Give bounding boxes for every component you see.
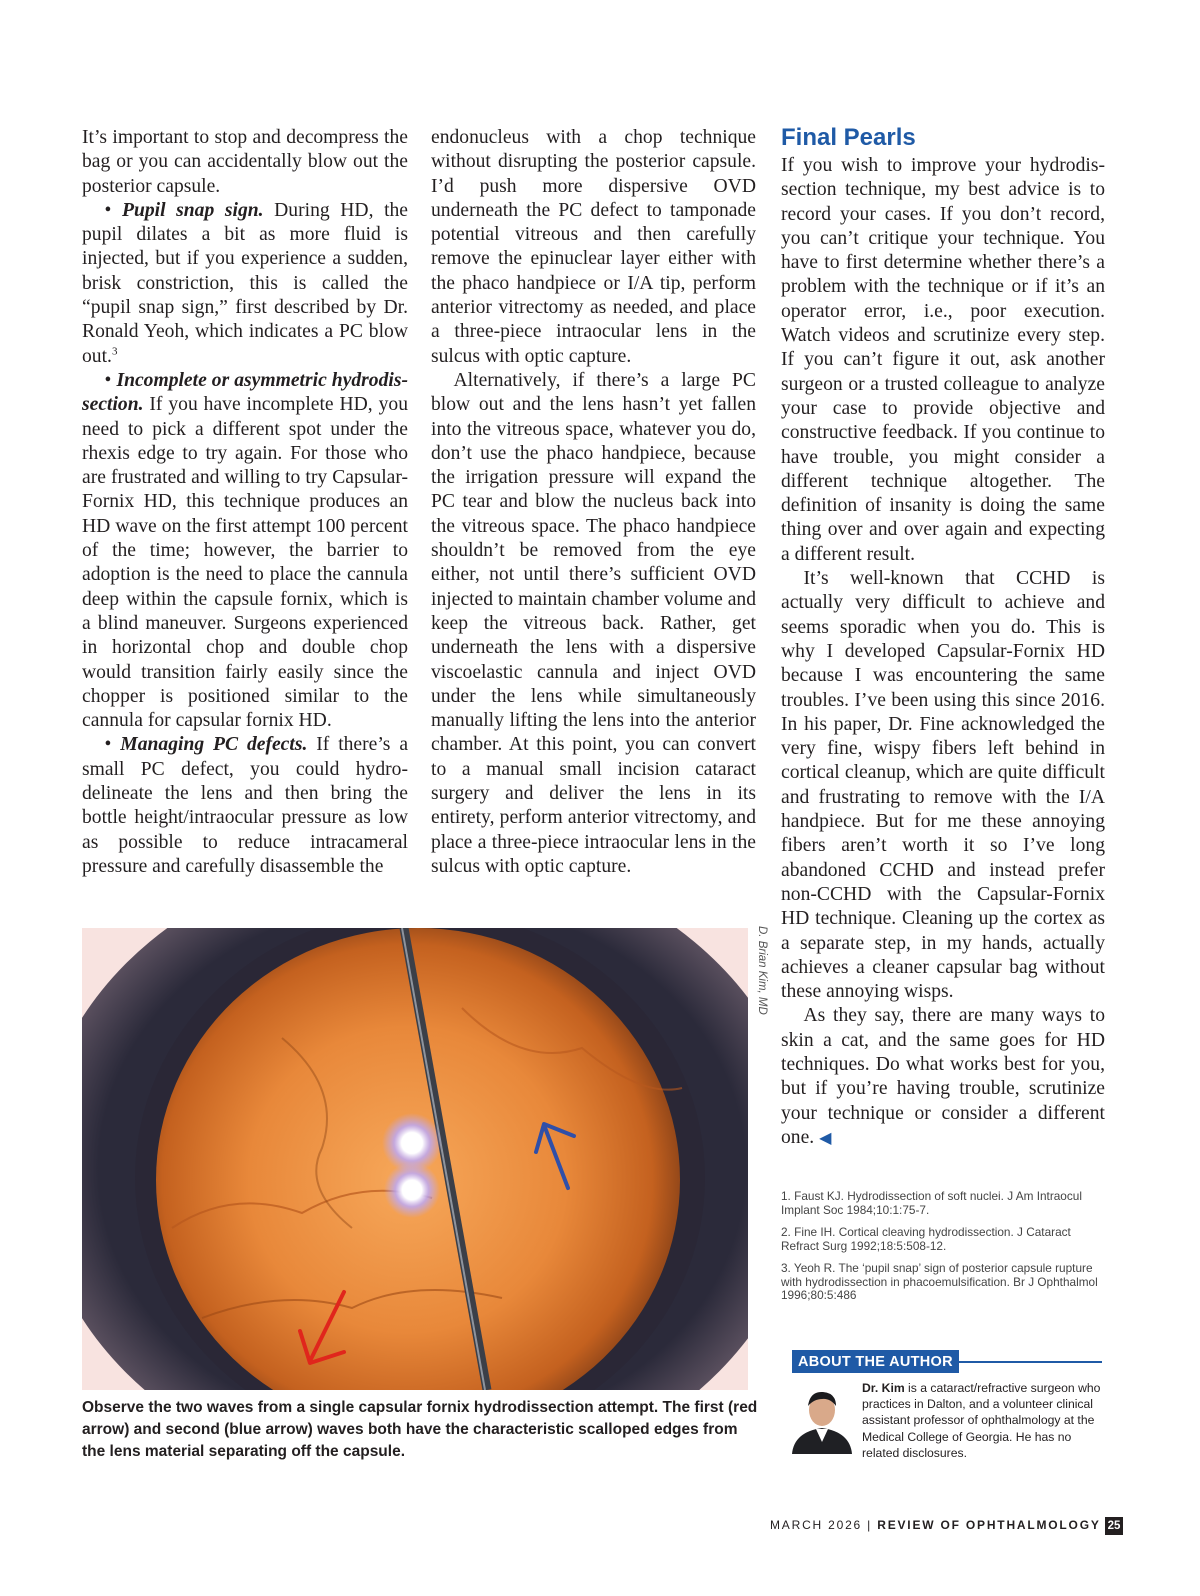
article-column-1	[82, 126, 408, 879]
bullet-text: If there’s a small PC defect, you could hydrodelineate the lens and then bring the bottle height/intraocular pressure as low as possible to reduce intracameral pressure and carefully disassemble the	[82, 734, 409, 877]
paragraph: endonucleus with a chop technique without disrupting the posterior capsule. I’d push more dispersive OVD underneath the PC defect to tamponade potential vitreous and then carefully remove the epinuclear layer either with the phaco handpiece or I/A tip, perform anterior vitrectomy as needed, and place a three-piece intraocular lens in the sulcus with optic capture.	[431, 127, 756, 367]
author-photo	[790, 1382, 854, 1454]
article-column-2	[431, 126, 756, 879]
paragraph: It’s well-known that CCHD is actually very difficult to achieve and seems sporadic when you do. This is why I developed Capsular-Fornix HD because I was encountering the same troubles. I’ve been using this since 2016. In his paper, Dr. Fine acknowledged the very fine, wispy fibers left behind in cortical cleanup, which are quite difficult and frustrating to remove with the I/A handpiece. But for me these annoying fibers aren’t worth it so I’ve long abandoned CCHD and instead prefer non-CCHD with the Capsular-Fornix HD technique. Cleaning up the cortex as a separate step, in my hands, actually achieves a cleaner capsular bag without these annoying wisps.	[781, 568, 1105, 1003]
reference-item: 2. Fine IH. Cortical cleaving hydrodissection. J Cataract Refract Surg 1992;18:5:508-12.	[781, 1225, 1071, 1253]
about-author-label: ABOUT THE AUTHOR	[792, 1350, 959, 1373]
reference-superscript: 3	[111, 345, 118, 358]
avatar	[790, 1382, 854, 1454]
references	[781, 1190, 1101, 1312]
photo-credit: D. Brian Kim, MD	[756, 926, 768, 1015]
paragraph: If you wish to improve your hydrodissection technique, my best advice is to record your cases. If you don’t record, you can’t critique your technique. You have to first determine whether there’s a problem with the technique or if it’s an operator error, i.e., poor execution. Watch videos and scrutinize every step. If you can’t figure it out, ask another surgeon or a trusted colleague to analyze your case to provide objective and constructive feedback. If you continue to have trouble, you might consider a different technique altogether. The definition of insanity is doing the same thing over and over again and expecting a different result.	[781, 155, 1105, 565]
surgical-photo	[82, 928, 748, 1390]
page-footer	[770, 1516, 1121, 1535]
bullet-text: If you have incomplete HD, you need to pick a different spot under the rhexis edge to try again. For those who are frustrated and willing to try Capsular-Fornix HD, this technique produces an HD wave on the first attempt 100 percent of the time; however, the barrier to adoption is the need to place the cannula deep within the capsule fornix, which is a blind maneuver. Surgeons experienced in horizontal chop and double chop would transition fairly easily since the chopper is positioned similar to the cannula for capsular fornix HD.	[82, 394, 408, 732]
reference-item: 1. Faust KJ. Hydrodissection of soft nuclei. J Am Intraocul Implant Soc 1984;10:1:75-7.	[781, 1189, 1082, 1217]
section-heading: Final Pearls	[781, 124, 916, 151]
page-number: 25	[1105, 1517, 1124, 1535]
bullet-heading: Incomplete or asymmetric hydrodissection.	[82, 369, 409, 416]
bullet-pc-defects: • Managing PC defects. If there’s a small PC defect, you could hydrodelineate the lens and then bring the bottle height/intraocular pressure as low as possible to reduce intracameral pressure and carefully disassemble the	[82, 734, 409, 877]
author-bio-text: is a cataract/refractive surgeon who practices in Dalton, and a volunteer clinical assistant professor of ophthalmology at the Medical College of Georgia. He has no related disclosures.	[862, 1381, 1101, 1460]
paragraph: Alternatively, if there’s a large PC blow out and the lens hasn’t yet fallen into the vitreous space, whatever you do, don’t use the phaco handpiece, because the irrigation pressure will expand the PC tear and blow the nucleus back into the vitreous space. The phaco handpiece shouldn’t be removed from the eye either, not until there’s sufficient OVD injected to maintain chamber volume and keep the vitreous back. Rather, get underneath the lens with a dispersive viscoelastic cannula and inject OVD under the lens while simultaneously manually lifting the lens into the anterior chamber. At this point, you can convert to a manual small incision cataract surgery and deliver the lens in its entirety, perform anterior vitrectomy, and place a three-piece intraocular lens in the sulcus with optic capture.	[431, 369, 756, 877]
bullet-incomplete-hd: • Incomplete or asymmetric hydrodissection. If you have incomplete HD, you need to pick a different spot under the rhexis edge to try again. For those who are frustrated and willing to try Capsular-Fornix HD, this technique produces an HD wave on the first attempt 100 percent of the time; however, the barrier to adoption is the need to place the cannula deep within the capsule fornix, which is a blind maneuver. Surgeons experienced in horizontal chop and double chop would transition fairly easily since the chopper is positioned similar to the cannula for capsular fornix HD.	[82, 369, 409, 732]
issue-date: MARCH 2026	[770, 1518, 863, 1532]
article-column-3	[781, 124, 1105, 1151]
bullet-text: During HD, the pupil dilates a bit as more fluid is injected, but if you experience a sudden, brisk constriction, this is called the “pupil snap sign,” first described by Dr. Ronald Yeoh, which indicates a PC blow out.	[82, 199, 409, 367]
reference-item: 3. Yeoh R. The ‘pupil snap’ sign of posterior capsule rupture with hydrodissection in phacoemulsification. Br J Ophthalmol 1996;80:5:486	[781, 1261, 1098, 1302]
bullet-heading: Managing PC defects.	[120, 734, 308, 756]
paragraph	[781, 1004, 1105, 1151]
figure-caption: Observe the two waves from a single capsular fornix hydrodissection attempt. The first (red arrow) and second (blue arrow) waves both have the characteristic scalloped edges from the lens material separating off the capsule.	[82, 1399, 758, 1460]
end-mark-icon: ◀	[819, 1129, 832, 1147]
paragraph: It’s important to stop and decompress the bag or you can accidentally blow out the posterior capsule.	[82, 127, 408, 197]
bullet-pupil-snap: • Pupil snap sign. During HD, the pupil dilates a bit as more fluid is injected, but if you experience a sudden, brisk constriction, this is called the “pupil snap sign,” first described by Dr. Ronald Yeoh, which indicates a PC blow out.$^3$	[82, 199, 409, 367]
magazine-name: REVIEW OF OPHTHALMOLOGY	[877, 1518, 1101, 1532]
author-bio	[862, 1380, 1102, 1461]
paragraph-text: As they say, there are many ways to skin a cat, and the same goes for HD techniques. Do what works best for you, but if you’re having trouble, scrutinize your technique or consider a different one.	[781, 1005, 1105, 1148]
folio-separator: |	[867, 1518, 873, 1532]
hydrodissection-image	[82, 928, 748, 1390]
author-name: Dr. Kim	[862, 1381, 905, 1395]
bullet-heading: Pupil snap sign.	[122, 199, 264, 221]
